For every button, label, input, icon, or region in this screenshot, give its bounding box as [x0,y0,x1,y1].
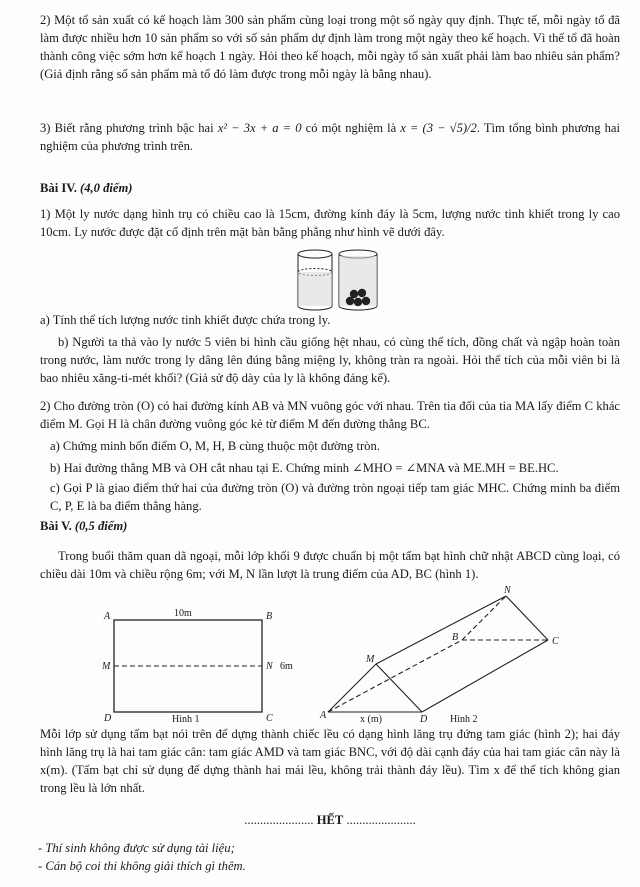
fig1-label-b: B [266,611,273,622]
fig2-label-a: A [320,710,327,721]
figure-2-tent-prism [316,584,576,724]
bai-iv-q2c: c) Gọi P là giao điểm thứ hai của đường tròn (O) và đường tròn ngoại tiếp tam giác MHC. Chứng minh ba điểm C, P, E là ba điểm thẳng hàng. [50,481,620,513]
end-dots-left: ...................... [244,813,314,827]
fig1-width: 6m [280,661,293,672]
fig1-label-m: M [102,661,111,672]
fig2-caption: Hình 2 [450,714,478,724]
p3-root: x = (3 − √5)/2 [400,121,477,135]
footer-note-1: - Thí sinh không được sử dụng tài liệu; [38,841,235,855]
fig1-caption: Hình 1 [172,714,200,724]
p3-middle: có một nghiệm là [301,121,401,135]
bai-iv-title: Bài IV. [40,181,77,195]
p3-after: . Tìm tổng bình phương hai nghiệm của phương trình trên. [40,121,620,153]
bai-iv-q2b: b) Hai đường thẳng MB và OH cắt nhau tại E. Chứng minh ∠MHO = ∠MNA và ME.MH = BE.HC. [50,461,559,475]
section-heading-bai-v [40,518,620,536]
fig2-label-m: M [366,654,375,665]
p3-equation: x² − 3x + a = 0 [217,121,302,135]
problem-3-text [40,120,620,156]
bai-iv-q1a: a) Tính thể tích lượng nước tinh khiết được chứa trong ly. [40,313,331,327]
section-heading-bai-iv [40,180,620,198]
fig2-label-c: C [552,636,559,647]
glass-left [298,250,332,310]
figure-1-rectangle [100,608,300,724]
bai-iv-q2a: a) Chứng minh bốn điểm O, M, H, B cùng thuộc một đường tròn. [50,439,380,453]
bai-iv-q1b: b) Người ta thả vào ly nước 5 viên bi hình cầu giống hệt nhau, có cùng thể tích, đồng chất và ngập hoàn toàn trong nước, làm nước trong ly dâng lên đúng bằng miệng ly, không tràn ra ngoài. Hỏi thể tích của mỗi viên bi là bao nhiêu xăng-ti-mét khối? (Giả sử độ dày của ly là không đáng kể). [40,335,620,385]
bai-iv-points: (4,0 điểm) [80,181,133,195]
fig1-label-a: A [104,611,111,622]
bai-iv-q1-text: 1) Một ly nước dạng hình trụ có chiều cao là 15cm, đường kính đáy là 5cm, lượng nước tinh khiết trong ly cao 10cm. Ly nước được đặt cố định trên mặt bàn bằng phẳng như hình vẽ dưới đây. [40,207,620,239]
bai-v-body: Mỗi lớp sử dụng tấm bạt nói trên để dựng thành chiếc lều có dạng hình lăng trụ đứng tam giác (hình 2); hai đáy hình lăng trụ là hai tam giác cân: tam giác AMD và tam giác BNC, với độ dài cạnh đáy của hai tam giác cân này là x(m). (Tấm bạt chỉ sử dụng để dựng thành hai mái lều, không trải thành đáy lều). Tìm x để thể tích không gian trong lều là lớn nhất. [40,727,620,795]
fig1-label-d: D [104,713,112,724]
fig2-label-d: D [420,714,428,724]
p3-before: 3) Biết rằng phương trình bậc hai [40,121,218,135]
fig1-length: 10m [174,608,192,619]
end-marker [40,812,620,830]
fig1-label-n: N [266,661,273,672]
footer-note-2: - Cán bộ coi thi không giải thích gì thêm. [38,859,246,873]
bai-v-title: Bài V. [40,519,72,533]
bai-v-points: (0,5 điểm) [74,519,128,533]
end-text: HẾT [316,813,344,827]
end-dots-right: ...................... [346,813,416,827]
bai-iv-q2-text: 2) Cho đường tròn (O) có hai đường kính AB và MN vuông góc với nhau. Trên tia đối của tia MA lấy điểm C khác điểm M. Gọi H là chân đường vuông góc kẻ từ điểm M đến đường thẳng BC. [40,399,620,431]
bai-v-intro: Trong buổi thăm quan dã ngoại, mỗi lớp khối 9 được chuẩn bị một tấm bạt hình chữ nhật ABCD cùng loại, có chiều dài 10m và chiều rộng 6m; với M, N lần lượt là trung điểm của AD, BC (hình 1). [40,549,620,581]
fig2-label-b: B [452,632,459,643]
fig2-label-n: N [504,585,511,596]
fig1-label-c: C [266,713,273,724]
cylinder-glasses-figure [294,246,384,314]
problem-2-text: 2) Một tổ sản xuất có kế hoạch làm 300 sản phẩm cùng loại trong một số ngày quy định. Thực tế, mỗi ngày tổ đã làm được nhiều hơn 10 sản phẩm so với số sản phẩm dự định làm trong một ngày theo kế hoạch. Vì thế tổ đã hoàn thành công việc sớm hơn kế hoạch 1 ngày. Hỏi theo kế hoạch, mỗi ngày tổ sản xuất phải làm bao nhiêu sản phẩm? (Giả định rằng số sản phẩm mà tổ đó làm được trong mỗi ngày là bằng nhau). [40,13,620,81]
fig2-x-label: x (m) [360,714,382,724]
